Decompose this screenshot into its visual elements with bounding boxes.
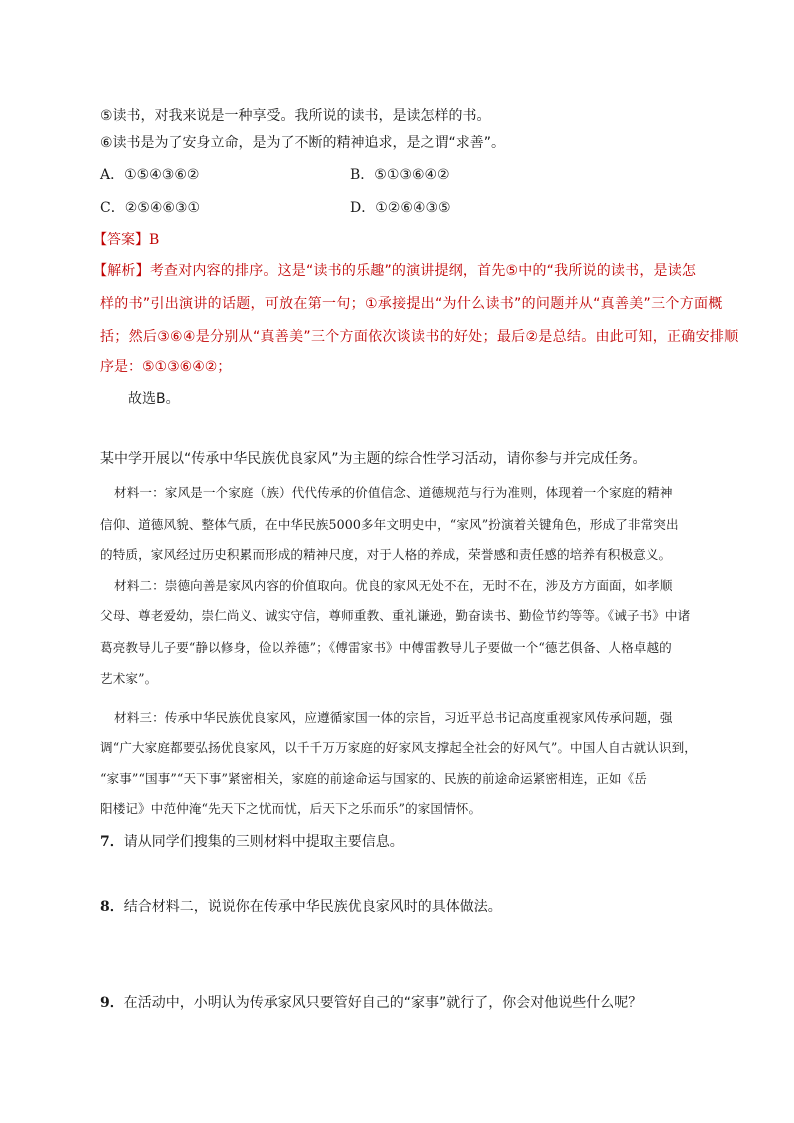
material-3-line-2: 调“广大家庭都要弘扬优良家风，以千千万万家庭的好家风支撑起全社会的好风气”。中国人自古就认识到， (100, 740, 697, 755)
option-statement-5: ⑤读书，对我来说是一种享受。我所说的读书，是读怎样的书。 (100, 108, 491, 124)
choice-c (100, 198, 200, 218)
analysis-line-4: 序是：⑤①③⑥④②； (100, 359, 232, 375)
material-3-line-1: 材料三：传承中华民族优良家风，应遵循家国一体的宗旨，习近平总书记高度重视家风传承问题，强 (114, 710, 673, 725)
material-2-line-1: 材料二：崇德向善是家风内容的价值取向。优良的家风无处不在，无时不在，涉及方方面面，如孝顺 (114, 578, 673, 593)
analysis-label: 【解析】 (93, 263, 150, 279)
answer-line (93, 230, 159, 250)
question-9 (100, 993, 642, 1013)
material-3-line-4: 阳楼记》中范仲淹“先天下之忧而忧，后天下之乐而乐”的家国情怀。 (100, 801, 482, 816)
choice-letter: A． (100, 167, 125, 183)
analysis-text: 考查对内容的排序。这是“读书的乐趣”的演讲提纲，首先⑤中的“我所说的读书，是读怎 (149, 263, 697, 279)
material-2-line-2: 父母、尊老爱幼，崇仁尚义、诚实守信，尊师重教、重礼谦逊，勤奋读书、勤俭节约等等。《诫子书》中诸 (100, 608, 691, 623)
material-1-line-2: 信仰、道德风貌、整体气质，在中华民族5000多年文明史中，“家风”扮演着关键角色，形成了非常突出 (100, 517, 679, 532)
analysis-conclusion: 故选B。 (128, 391, 180, 407)
choice-text: ①⑤④③⑥② (124, 167, 200, 183)
question-8 (100, 897, 502, 917)
choice-a (100, 165, 199, 185)
material-3-line-3: “家事”“国事”“天下事”紧密相关，家庭的前途命运与国家的、民族的前途命运紧密相连，正如《岳 (100, 771, 647, 786)
material-1-line-3: 的特质，家风经过历史积累而形成的精神尺度，对于人格的养成，荣誉感和责任感的培养有积极意义。 (100, 547, 672, 562)
choice-text: ⑤①③⑥④② (374, 167, 450, 183)
option-statement-6: ⑥读书是为了安身立命，是为了不断的精神追求，是之谓“求善”。 (100, 135, 506, 151)
material-1-line-1: 材料一：家风是一个家庭（族）代代传承的价值信念、道德规范与行为准则，体现着一个家庭的精神 (114, 485, 673, 500)
material-2-line-3: 葛亮教导儿子要“静以修身，俭以养德”；《傅雷家书》中傅雷教导儿子要做一个“德艺俱备、人格卓越的 (100, 640, 672, 655)
choice-d (350, 198, 451, 218)
choice-b (350, 165, 450, 185)
question-number: 9． (100, 995, 124, 1011)
activity-intro: 某中学开展以“传承中华民族优良家风”为主题的综合性学习活动，请你参与并完成任务。 (100, 451, 647, 467)
choice-letter: C． (100, 200, 125, 216)
question-text: 在活动中，小明认为传承家风只要管好自己的“家事”就行了，你会对他说些什么呢？ (123, 995, 643, 1011)
question-number: 8． (100, 899, 124, 915)
analysis-line-1 (93, 261, 696, 281)
material-2-line-4: 艺术家”。 (100, 671, 158, 686)
question-7 (100, 832, 404, 852)
choice-letter: D． (350, 200, 376, 216)
answer-value: B (149, 232, 160, 248)
question-number: 7． (100, 834, 124, 850)
choice-text: ②⑤④⑥③① (124, 200, 201, 216)
choice-letter: B． (350, 167, 375, 183)
question-text: 结合材料二，说说你在传承中华民族优良家风时的具体做法。 (123, 899, 502, 915)
analysis-line-2: 样的书”引出演讲的话题，可放在第一句；①承接提出“为什么读书”的问题并从“真善美”三个方面概 (100, 296, 723, 312)
answer-label: 【答案】 (93, 232, 149, 248)
question-text: 请从同学们搜集的三则材料中提取主要信息。 (123, 834, 404, 850)
choice-text: ①②⑥④③⑤ (375, 200, 451, 216)
analysis-line-3: 括；然后③⑥④是分别从“真善美”三个方面依次谈读书的好处；最后②是总结。由此可知，正确安排顺 (100, 329, 739, 345)
